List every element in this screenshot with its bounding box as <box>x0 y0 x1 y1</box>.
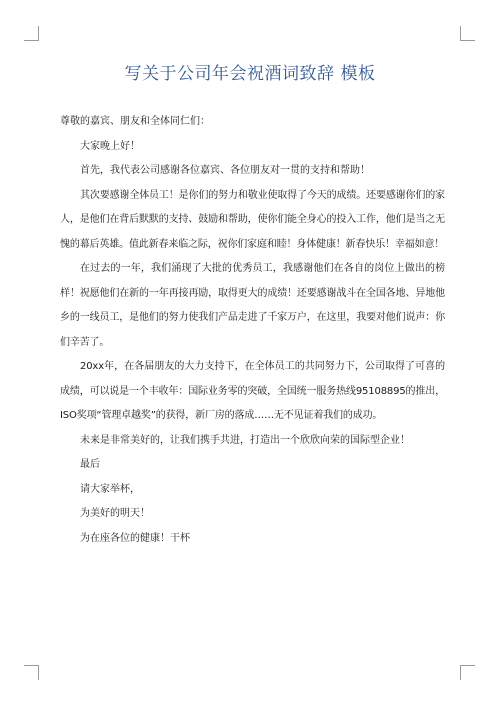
greeting-paragraph: 大家晚上好！ <box>80 140 140 152</box>
thanks-guests-paragraph: 首先，我代表公司感谢各位嘉宾、各位朋友对一贯的支持和帮助！ <box>80 165 370 176</box>
closing-line-1: 最后 <box>80 459 100 470</box>
crop-mark-top-left <box>24 26 39 41</box>
crop-mark-top-right <box>460 26 475 41</box>
document-title: 写关于公司年会祝酒词致辞 模板 <box>124 64 376 84</box>
salutation-paragraph: 尊敬的嘉宾、朋友和全体同仁们： <box>60 116 210 127</box>
closing-line-3: 为美好的明天！ <box>80 508 150 519</box>
past-year-paragraph: 在过去的一年，我们涌现了大批的优秀员工，我感谢他们在各自的岗位上做出的榜样！祝愿他们在新的一年再接再励，取得更大的成绩！还要感谢战斗在全国各地、异地他乡的一线员工，是他们的努力使我们产品走进了千家万户，在这里，我要对他们说声：你们辛苦了。 <box>60 263 445 348</box>
closing-line-2: 请大家举杯， <box>80 483 140 495</box>
closing-line-4: 为在座各位的健康！干杯 <box>80 532 190 544</box>
document-body <box>60 110 445 551</box>
crop-mark-bottom-right <box>460 665 475 680</box>
crop-mark-bottom-left <box>24 665 39 680</box>
thanks-employees-paragraph: 其次要感谢全体员工！是你们的努力和敬业使取得了今天的成绩。还要感谢你们的家人，是他们在背后默默的支持、鼓励和帮助，使你们能全身心的投入工作，他们是当之无愧的幕后英雄。值此新春来临之际，祝你们家庭和睦！身体健康！新春快乐！幸福如意！ <box>60 189 445 250</box>
achievements-paragraph: 20xx年，在各届朋友的大力支持下，在全体员工的共同努力下，公司取得了可喜的成绩，可以说是一个丰收年：国际业务零的突破，全国统一服务热线95108895的推出，ISO奖项“管理卓越奖”的获得，新厂房的落成……无不见证着我们的成功。 <box>60 361 445 421</box>
future-paragraph: 未来是非常美好的，让我们携手共进，打造出一个欣欣向荣的国际型企业！ <box>80 434 410 446</box>
